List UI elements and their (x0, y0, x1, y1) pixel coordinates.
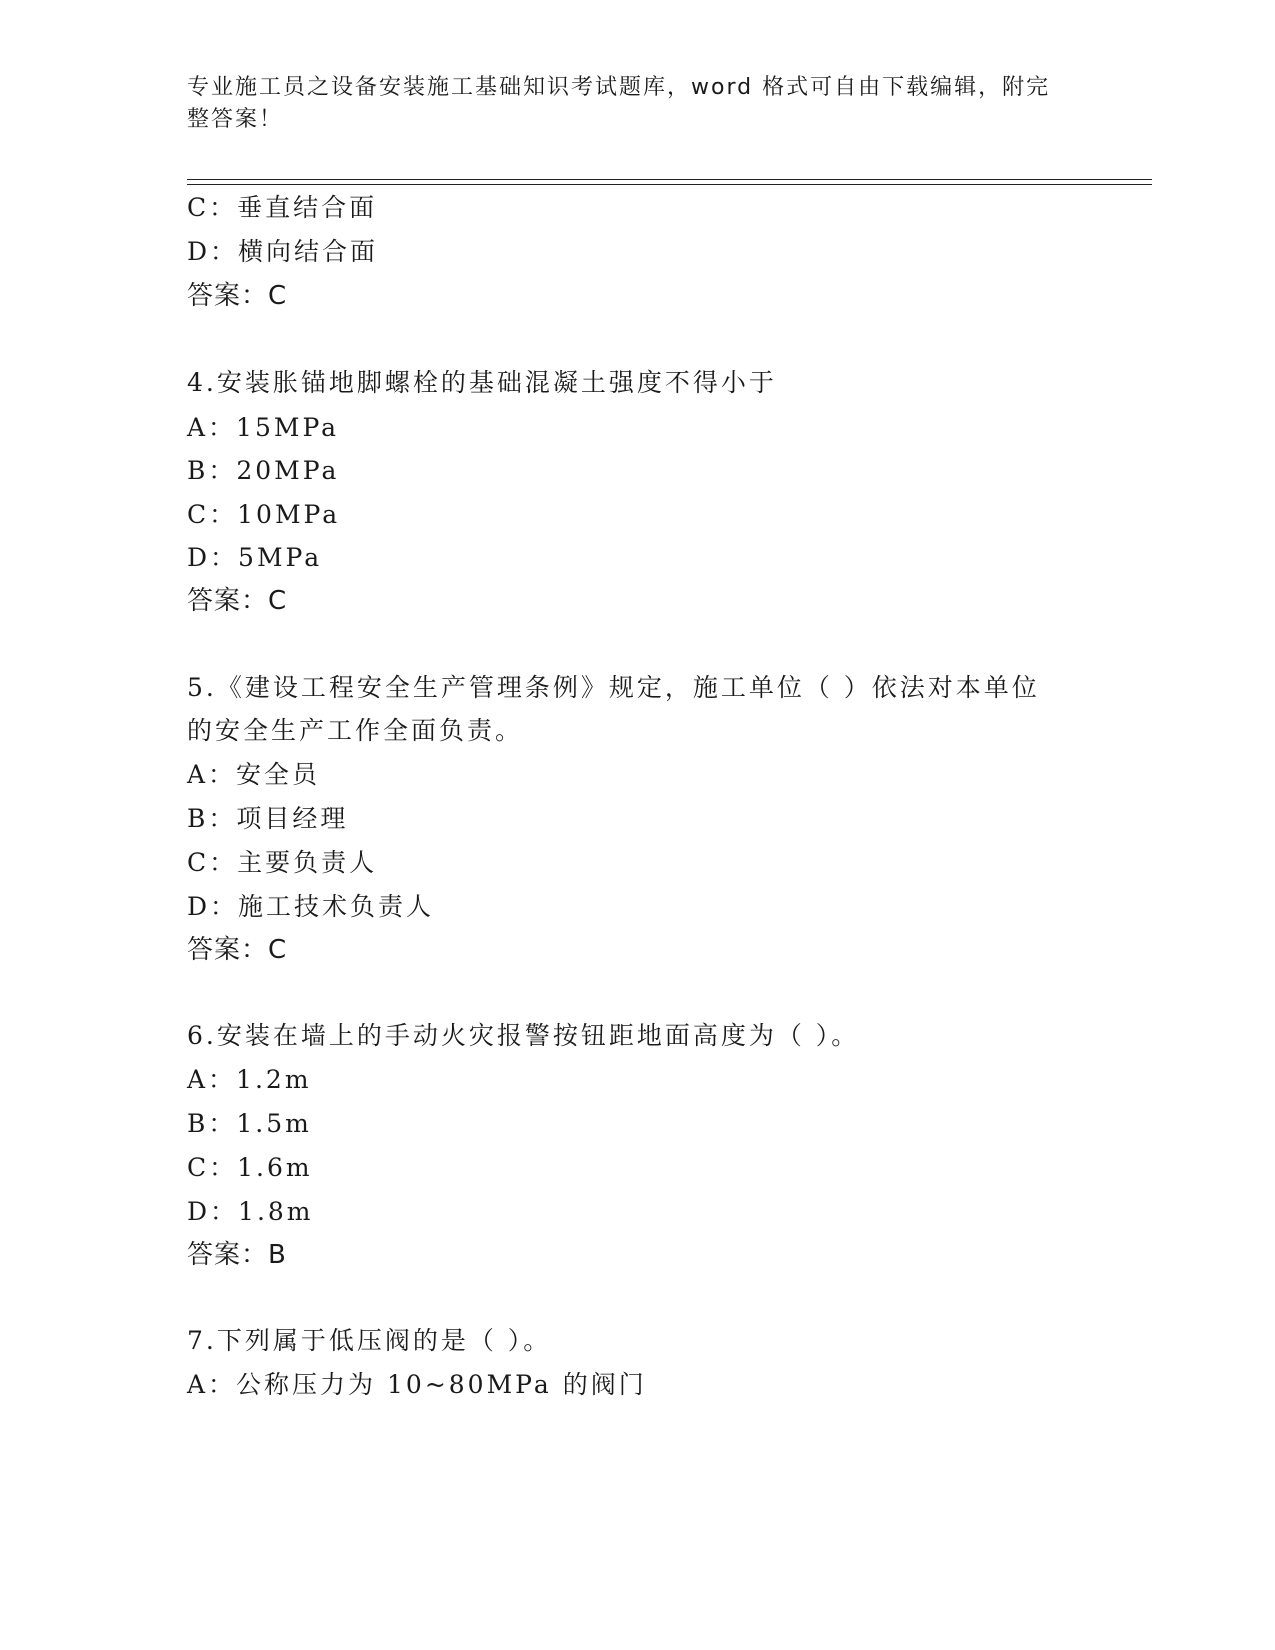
question-5-option-d: D：施工技术负责人 (187, 892, 435, 921)
question-4-option-b: B：20MPa (187, 456, 340, 485)
header-divider-bottom (187, 184, 1152, 185)
question-7-stem: 7.下列属于低压阀的是（ ）。 (187, 1326, 552, 1355)
question-5-stem-line-1: 5.《建设工程安全生产管理条例》规定，施工单位（ ）依法对本单位 (187, 673, 1040, 702)
header-divider-top (187, 179, 1152, 180)
question-5-stem-line-2: 的安全生产工作全面负责。 (187, 716, 524, 745)
question-5-option-c: C：主要负责人 (187, 848, 378, 877)
question-6-option-b: B：1.5m (187, 1109, 312, 1138)
question-6-stem: 6.安装在墙上的手动火灾报警按钮距地面高度为（ ）。 (187, 1021, 860, 1050)
question-5-option-a: A：安全员 (187, 760, 321, 789)
question-4-option-c: C：10MPa (187, 500, 341, 529)
question-4-answer: 答案：C (187, 586, 288, 616)
question-5-answer: 答案：C (187, 935, 288, 965)
header-line-1: 专业施工员之设备安装施工基础知识考试题库，word 格式可自由下载编辑，附完 (187, 75, 1051, 100)
header-line-2: 整答案！ (187, 107, 284, 132)
question-7-option-a: A：公称压力为 10~80MPa 的阀门 (187, 1370, 647, 1399)
prev-option-c: C：垂直结合面 (187, 193, 378, 222)
prev-option-d: D：横向结合面 (187, 237, 379, 266)
question-6-answer: 答案：B (187, 1240, 287, 1270)
prev-answer: 答案：C (187, 281, 288, 311)
question-4-option-d: D：5MPa (187, 543, 323, 572)
question-6-option-d: D：1.8m (187, 1197, 314, 1226)
question-4-stem: 4.安装胀锚地脚螺栓的基础混凝土强度不得小于 (187, 368, 777, 397)
question-4-option-a: A：15MPa (187, 413, 340, 442)
question-5-option-b: B：项目经理 (187, 804, 349, 833)
document-header (187, 72, 1087, 136)
question-6-option-c: C：1.6m (187, 1153, 313, 1182)
question-6-option-a: A：1.2m (187, 1065, 312, 1094)
